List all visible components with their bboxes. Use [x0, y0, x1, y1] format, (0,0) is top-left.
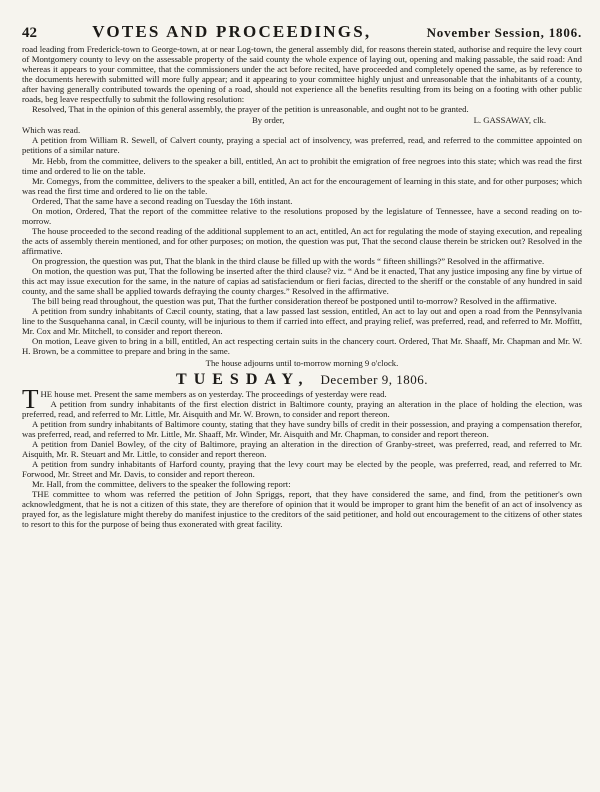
page-header: [22, 22, 582, 42]
paragraph: Mr. Hebb, from the committee, delivers to the speaker a bill, entitled, An act to prohibit the emigration of free negroes into this state; which was read the first time and ordered to lie on the table.: [22, 155, 582, 176]
paragraph: Mr. Comegys, from the committee, delivers to the speaker a bill, entitled, An act for the encouragement of learning in this state, and for other purposes; which was read the first time and ordered to lie on the table.: [22, 175, 582, 196]
paragraph: A petition from William R. Sewell, of Calvert county, praying a special act of insolvency, was preferred, read, and referred to the committee appointed on petitions of a similar nature.: [22, 135, 582, 156]
paragraph: A petition from sundry inhabitants of the first election district in Baltimore county, praying an alteration in the place of holding the election, was preferred, read, and referred to Mr. Little, Mr. Aisquith and Mr. W. Brown, to consider and report thereon.: [22, 398, 582, 419]
adjournment-line: The house adjourns until to-morrow morning 9 o'clock.: [205, 358, 399, 369]
running-title: VOTES AND PROCEEDINGS,: [92, 22, 372, 41]
page-number: 42: [22, 25, 37, 41]
paragraph: road leading from Frederick-town to George-town, at or near Log-town, the general assembly did, for reasons therein stated, authorise and require the levy court of Montgomery county to levy on the assessable property of the said county the whole expence of laying out, opening and making passable, the said road: And whereas it appears to your committee, that the commissioners under the act before recited, have proceeded and completely opened the same, as by reference to the documents herewith submitted will more fully appear; and it appearing to your committee highly unjust and unreasonable that the inhabitants of a county, after having generally contributed towards the opening of a road, should not experience all the benefits resulting from its being on a footing with other public roads, beg leave respectfully to submit the following resolution:: [22, 44, 582, 105]
drop-cap: T: [22, 383, 39, 414]
paragraph: On motion, Leave given to bring in a bill, entitled, An act respecting certain suits in the chancery court. Ordered, That Mr. Shaaff, Mr. Chapman and Mr. W. H. Brown, be a committee to prepare and bring in the same.: [22, 336, 582, 357]
signature-line: [22, 115, 582, 125]
paragraph: On progression, the question was put, That the blank in the third clause be filled up with the words “ fifteen shillings?” Resolved in the affirmative.: [32, 255, 545, 266]
paragraph: On motion, Ordered, That the report of the committee relative to the resolutions proposed by the legislature of Tennessee, have a second reading on to-morrow.: [22, 205, 582, 226]
session-label: November Session, 1806.: [426, 25, 582, 40]
signature-clerk: L. GASSAWAY, clk.: [473, 115, 546, 126]
paragraph: A petition from sundry inhabitants of Baltimore county, stating that they have sundry bills of credit in their possession, and praying a compensation therefor, was preferred, read, and referred to Mr. Little, Mr. Shaaff, Mr. Winder, Mr. Aisquith and Mr. Chapman, to consider and report thereon.: [22, 418, 582, 439]
signature-by-order: By order,: [252, 115, 285, 126]
paragraph: On motion, the question was put, That the following be inserted after the third clause? viz. “ And be it enacted, That any justice imposing any fine by virtue of this act may issue execution for the same, in the nature of capias ad satisfaciendum or fieri facias, directed to the sheriff or the constable of any hundred in said county, and the same shall be applied towards defraying the county charges.” Resolved in the affirmative.: [22, 266, 582, 297]
paragraph: A petition from sundry inhabitants of Harford county, praying that the levy court may be elected by the people, was preferred, read, and referred to Mr. Forwood, Mr. Street and Mr. Davis, to consider and report thereon.: [22, 458, 582, 479]
day-date: December 9, 1806.: [320, 371, 428, 387]
paragraph: Which was read.: [22, 125, 81, 136]
opening-text: HE house met. Present the same members as on yesterday. The proceedings of yesterday were read.: [40, 388, 387, 399]
paragraph: The bill being read throughout, the question was put, That the further consideration thereof be postponed until to-morrow? Resolved in the affirmative.: [32, 296, 557, 307]
paragraph: A petition from Daniel Bowley, of the city of Baltimore, praying an alteration in the direction of Granby-street, was preferred, read, and referred to Mr. Aisquith, Mr. R. Steuart and Mr. Little, to consider and report thereon.: [22, 438, 582, 459]
day-name: TUESDAY,: [176, 370, 310, 388]
paragraph: Mr. Hall, from the committee, delivers to the speaker the following report:: [32, 478, 291, 489]
paragraph: Ordered, That the same have a second reading on Tuesday the 16th instant.: [32, 195, 293, 206]
paragraph: THE committee to whom was referred the petition of John Spriggs, report, that they have considered the same, and find, from the petitioner's own acknowledgment, that he is not a citizen of this state, they are therefore of opinion that it would be improper to grant him the benefit of an act of insolvency as prayed for, as the legislature might thereby do manifest injustice to the creditors of the said petitioner, and hold out encouragement to the citizens of other states to resort to this for the purpose of being thus exonerated with great facility.: [22, 489, 582, 530]
day-heading: [22, 370, 582, 388]
body-text: [22, 44, 582, 529]
paragraph: Resolved, That in the opinion of this general assembly, the prayer of the petition is unreasonable, and ought not to be granted.: [32, 104, 469, 115]
paragraph: The house proceeded to the second reading of the additional supplement to an act, entitled, An act for regulating the mode of staying execution, and repealing the acts of assembly therein mentioned, and for other purposes; on motion, the question was put, That the second clause therein be stricken out? Resolved in the affirmative.: [22, 225, 582, 256]
paragraph: A petition from sundry inhabitants of Cæcil county, stating, that a law passed last session, entitled, An act to lay out and open a road from the Pennsylvania line to the Susquehanna canal, in Cæcil county, will be injurious to them if carried into effect, and praying relief, was preferred, read, and referred to Mr. Moffitt, Mr. Cox and Mr. Mitchell, to consider and report thereon.: [22, 306, 582, 337]
